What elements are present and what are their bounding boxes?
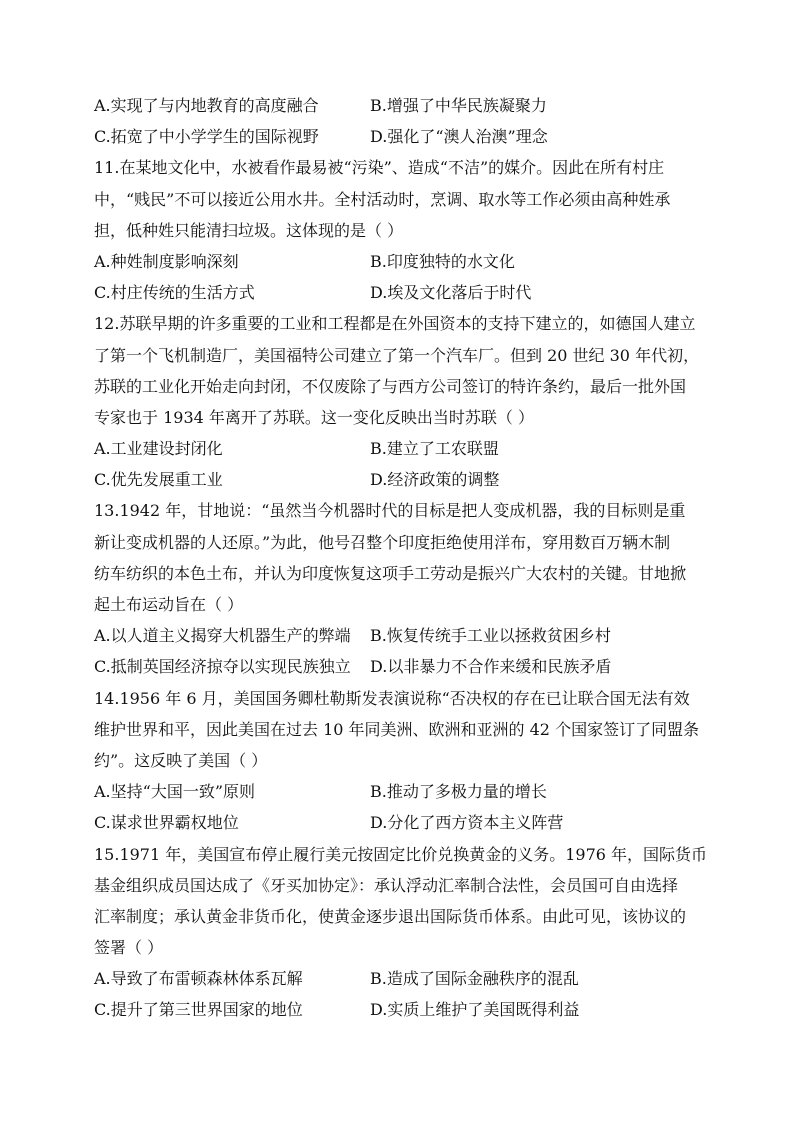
question-text-line: 基金组织成员国达成了《牙买加协定》：承认浮动汇率制合法性，会员国可自由选择 [94,875,679,895]
option-row [94,90,708,121]
question-content [94,90,708,1026]
option-left: C.谋求世界霸权地位 [94,813,239,833]
option-row [94,620,708,651]
option-left: C.优先发展重工业 [94,470,223,490]
option-left: A.工业建设封闭化 [94,439,223,459]
option-right: D.实质上维护了美国既得利益 [370,1000,580,1020]
option-left: C.抵制英国经济掠夺以实现民族独立 [94,657,351,677]
question-text-line: 中，“贱民”不可以接近公用水井。全村活动时，烹调、取水等工作必须由高种姓承 [94,189,671,209]
question-text-line: 新让变成机器的人还原。”为此，他号召整个印度拒绝使用洋布，穿用数百万辆木制 [94,532,671,552]
option-row [94,277,708,308]
question-text-line: 15.1971 年，美国宣布停止履行美元按固定比价兑换黄金的义务。1976 年，国际货币 [94,844,708,864]
option-right: D.以非暴力不合作来缓和民族矛盾 [370,657,612,677]
option-right: D.分化了西方资本主义阵营 [370,813,564,833]
option-right: D.埃及文化落后于时代 [370,283,532,303]
option-row [94,121,708,152]
option-left: A.实现了与内地教育的高度融合 [94,96,319,115]
option-right: B.印度独特的水文化 [370,251,515,271]
option-row [94,776,708,807]
option-right: D.经济政策的调整 [370,470,500,490]
option-left: A.种姓制度影响深刻 [94,251,239,271]
option-row [94,651,708,682]
option-left: C.提升了第三世界国家的地位 [94,1000,303,1020]
option-row [94,464,708,495]
option-left: A.坚持“大国一致”原则 [94,782,256,802]
option-row [94,963,708,994]
question-text-line: 了第一个飞机制造厂，美国福特公司建立了第一个汽车厂。但到 20 世纪 30 年代初， [94,345,700,365]
question-text-line: 起土布运动旨在（ ） [94,595,244,614]
question-text-line: 约”。这反映了美国（ ） [94,750,268,770]
question-text-line: 11.在某地文化中，水被看作最易被“污染”、造成“不洁”的媒介。因此在所有村庄 [94,158,665,178]
option-right: B.恢复传统手工业以拯救贫困乡村 [370,626,611,646]
question-text-line: 担，低种姓只能清扫垃圾。这体现的是（ ） [94,220,404,240]
question-text-line: 纺车纺织的本色土布，并认为印度恢复这项手工劳动是振兴广大农村的关键。甘地掀 [94,563,687,583]
question-text-line: 14.1956 年 6 月，美国国务卿杜勒斯发表演说称“否决权的存在已让联合国无法有效 [94,688,690,708]
option-right: D.强化了“澳人治澳”理念 [370,127,548,147]
option-left: A.以人道主义揭穿大机器生产的弊端 [94,626,351,646]
option-row [94,807,708,838]
question-text-line: 维护世界和平，因此美国在过去 10 年同美洲、欧洲和亚洲的 42 个国家签订了同盟条 [94,719,700,739]
question-text-line: 专家也于 1934 年离开了苏联。这一变化反映出当时苏联（ ） [94,407,534,427]
question-text-line: 13.1942 年，甘地说：“虽然当今机器时代的目标是把人变成机器，我的目标则是重 [94,501,686,521]
option-row [94,433,708,464]
option-left: C.村庄传统的生活方式 [94,283,255,303]
question-text-line: 签署（ ） [94,938,164,958]
option-right: B.增强了中华民族凝聚力 [370,96,547,115]
option-row [94,994,708,1025]
question-text-line: 苏联的工业化开始走向封闭，不仅废除了与西方公司签订的特许条约，最后一批外国 [94,376,687,396]
option-left: A.导致了布雷顿森林体系瓦解 [94,969,303,989]
question-text-line: 12.苏联早期的许多重要的工业和工程都是在外国资本的支持下建立的，如德国人建立 [94,314,696,334]
option-right: B.造成了国际金融秩序的混乱 [370,969,579,989]
question-text-line: 汇率制度；承认黄金非货币化，使黄金逐步退出国际货币体系。由此可见，该协议的 [94,906,687,926]
option-right: B.推动了多极力量的增长 [370,782,547,802]
option-right: B.建立了工农联盟 [370,439,499,459]
option-left: C.拓宽了中小学学生的国际视野 [94,127,319,147]
option-row [94,246,708,277]
